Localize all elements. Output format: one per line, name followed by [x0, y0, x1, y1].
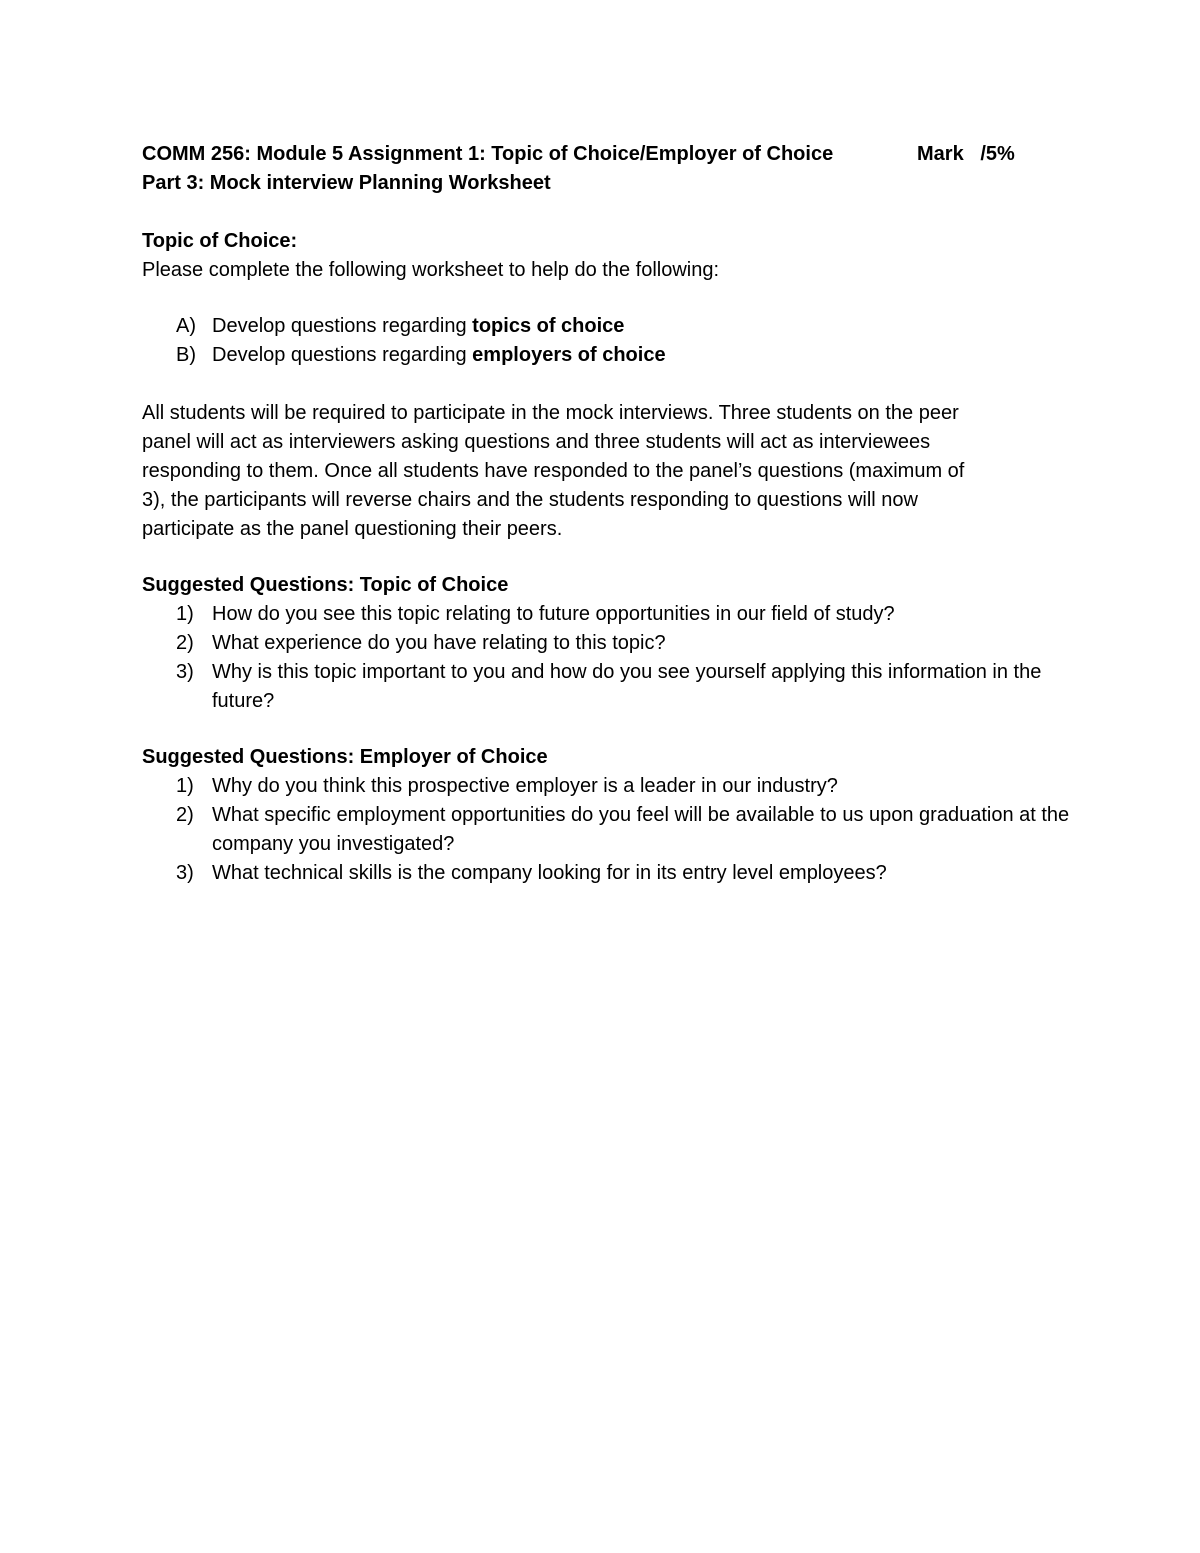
- employer-questions-heading: Suggested Questions: Employer of Choice: [142, 746, 548, 768]
- document-subtitle: Part 3: Mock interview Planning Worksheet: [142, 172, 551, 194]
- list-item-text: What specific employment opportunities do you feel will be available to us upon graduation at the company you investigated?: [212, 804, 1070, 855]
- list-item-text: Develop questions regarding: [212, 344, 473, 366]
- spacer: [142, 285, 1072, 312]
- list-item-text: Why do you think this prospective employer is a leader in our industry?: [212, 775, 838, 797]
- document-header: [142, 140, 1072, 169]
- list-item-text: Why is this topic important to you and how do you see yourself applying this information in the future?: [212, 661, 1042, 712]
- topic-questions-list: [142, 600, 1072, 716]
- list-item: [142, 629, 1072, 658]
- list-item: [142, 341, 1072, 370]
- list-marker: A): [176, 315, 196, 337]
- spacer: [142, 716, 1072, 743]
- list-marker: B): [176, 344, 196, 366]
- list-item: [142, 772, 1072, 801]
- employer-questions-list: [142, 772, 1072, 888]
- spacer: [142, 370, 1072, 399]
- list-marker: 1): [176, 775, 194, 797]
- goal-list: [142, 312, 1072, 370]
- list-marker: 2): [176, 632, 194, 654]
- list-marker: 1): [176, 603, 194, 625]
- list-item-text: What technical skills is the company looking for in its entry level employees?: [212, 862, 887, 884]
- list-marker: 3): [176, 862, 194, 884]
- document-title: COMM 256: Module 5 Assignment 1: Topic of Choice/Employer of Choice: [142, 143, 834, 165]
- paragraph-line: responding to them. Once all students have responded to the panel’s questions (maximum of: [142, 460, 965, 482]
- topic-questions-heading: Suggested Questions: Topic of Choice: [142, 574, 509, 596]
- list-item-emphasis: employers of choice: [472, 344, 666, 366]
- list-item: [142, 600, 1072, 629]
- document-content: [142, 140, 1072, 888]
- list-item-text: How do you see this topic relating to future opportunities in our field of study?: [212, 603, 895, 625]
- list-item: [142, 801, 1072, 859]
- list-item: [142, 312, 1072, 341]
- list-item-text: What experience do you have relating to this topic?: [212, 632, 666, 654]
- list-item-emphasis: topics of choice: [472, 315, 625, 337]
- mark-field: Mark /5%: [917, 143, 1015, 165]
- list-marker: 3): [176, 661, 194, 683]
- topic-heading: Topic of Choice:: [142, 230, 298, 252]
- list-item: [142, 859, 1072, 888]
- paragraph-line: 3), the participants will reverse chairs and the students responding to questions will now: [142, 489, 918, 511]
- spacer: [142, 544, 1072, 571]
- paragraph-line: participate as the panel questioning their peers.: [142, 518, 563, 540]
- list-item-text: Develop questions regarding: [212, 315, 473, 337]
- paragraph-line: panel will act as interviewers asking questions and three students will act as interviewees: [142, 431, 931, 453]
- instructions-paragraph: [142, 399, 1072, 544]
- spacer: [142, 198, 1072, 227]
- paragraph-line: All students will be required to participate in the mock interviews. Three students on the peer: [142, 402, 959, 424]
- list-item: [142, 658, 1072, 716]
- list-marker: 2): [176, 804, 194, 826]
- instruction-text: Please complete the following worksheet to help do the following:: [142, 259, 720, 281]
